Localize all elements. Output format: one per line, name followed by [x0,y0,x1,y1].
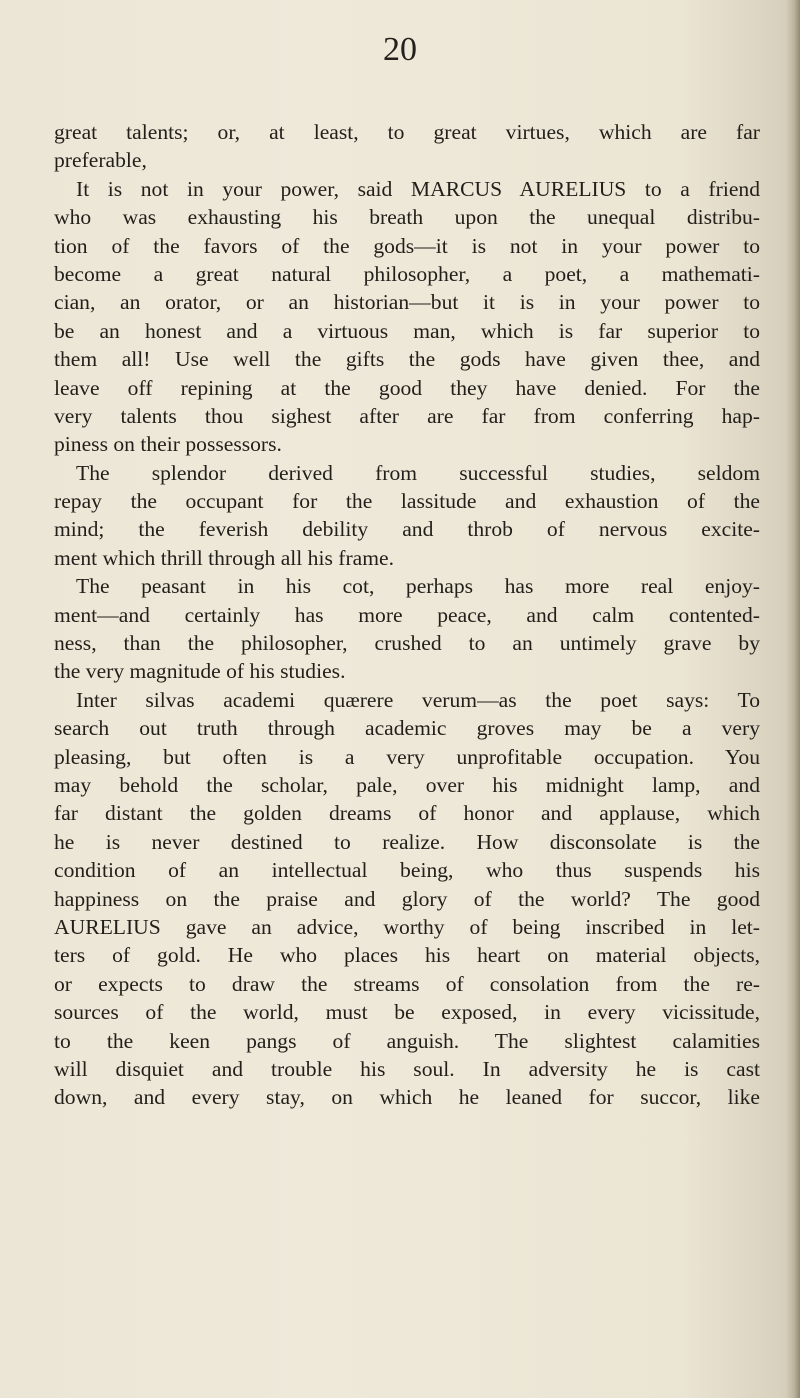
text-line: ters of gold. He who places his heart on material objects, [54,943,760,968]
text-line: piness on their possessors. [54,432,282,457]
text-line: them all! Use well the gifts the gods have given thee, and [54,347,760,372]
text-line: AURELIUS gave an advice, worthy of being inscribed in let- [54,914,760,939]
text-line: repay the occupant for the lassitude and exhaustion of the [54,489,760,514]
body-text [54,118,760,1112]
text-line: great talents; or, at least, to great virtues, which are far [54,120,760,144]
text-line: leave off repining at the good they have denied. For the [54,375,760,400]
page-number: 20 [383,31,417,68]
text-line: search out truth through academic groves may be a very [54,716,760,741]
text-line: the very magnitude of his studies. [54,659,346,684]
text-line: ment which thrill through all his frame. [54,545,395,570]
text-line: will disquiet and trouble his soul. In adversity he is cast [54,1056,760,1081]
text-line: mind; the feverish debility and throb of nervous excite- [54,517,760,542]
text-line: cian, an orator, or an historian—but it is in your power to [54,290,760,315]
text-line: tion of the favors of the gods—it is not in your power to [54,233,760,258]
text-line: become a great natural philosopher, a poet, a mathemati- [54,261,760,286]
text-line: may behold the scholar, pale, over his midnight lamp, and [54,772,760,797]
text-line: The peasant in his cot, perhaps has more real enjoy- [76,574,760,599]
text-line: far distant the golden dreams of honor and applause, which [54,801,760,826]
text-line: down, and every stay, on which he leaned for succor, like [54,1085,760,1110]
text-line: The splendor derived from successful studies, seldom [76,460,760,485]
text-line: or expects to draw the streams of consolation from the re- [54,971,760,996]
text-line: preferable, [54,148,147,173]
text-line: It is not in your power, said MARCUS AURELIUS to a friend [76,176,760,201]
text-line: sources of the world, must be exposed, in every vicissitude, [54,1000,760,1025]
text-line: who was exhausting his breath upon the unequal distribu- [54,205,760,230]
text-line: pleasing, but often is a very unprofitable occupation. You [54,744,760,769]
text-line: very talents thou sighest after are far from conferring hap- [54,403,760,428]
text-line: be an honest and a virtuous man, which is far superior to [54,318,760,343]
text-line: he is never destined to realize. How disconsolate is the [54,829,760,854]
page-edge-shadow [786,0,800,1398]
text-line: ness, than the philosopher, crushed to an untimely grave by [54,631,760,656]
text-line: ment—and certainly has more peace, and calm contented- [54,602,760,627]
text-line: to the keen pangs of anguish. The slightest calamities [54,1028,760,1053]
text-line: condition of an intellectual being, who thus suspends his [54,858,760,883]
text-line: Inter silvas academi quærere verum—as the poet says: To [76,687,760,712]
text-line: happiness on the praise and glory of the world? The good [54,886,760,911]
